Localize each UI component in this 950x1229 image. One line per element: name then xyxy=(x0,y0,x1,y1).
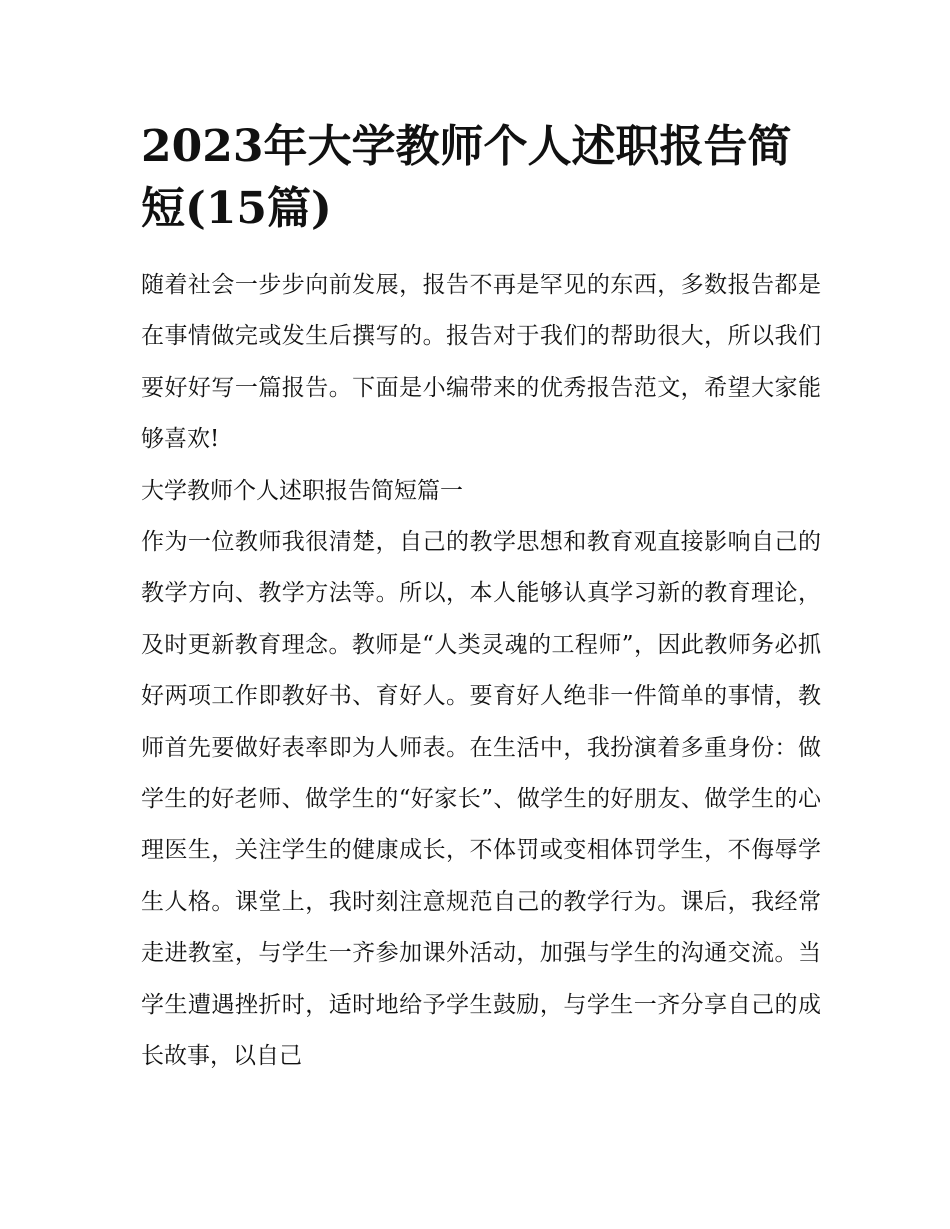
body-paragraph: 作为一位教师我很清楚，自己的教学思想和教育观直接影响自己的教学方向、教学方法等。所以，本人能够认真学习新的教育理论，及时更新教育理念。教师是“人类灵魂的工程师”，因此教师务必抓好两项工作即教好书、育好人。要育好人绝非一件简单的事情，教师首先要做好表率即为人师表。在生活中，我扮演着多重身份：做学生的好老师、做学生的“好家长”、做学生的好朋友、做学生的心理医生，关注学生的健康成长，不体罚或变相体罚学生，不侮辱学生人格。课堂上，我时刻注意规范自己的教学行为。课后，我经常走进教室，与学生一齐参加课外活动，加强与学生的沟通交流。当学生遭遇挫折时，适时地给予学生鼓励，与学生一齐分享自己的成长故事，以自己 xyxy=(141,529,821,1070)
document-title: 2023年大学教师个人述职报告简短(15篇) xyxy=(141,121,792,234)
intro-paragraph: 随着社会一步步向前发展，报告不再是罕见的东西，多数报告都是在事情做完或发生后撰写的。报告对于我们的帮助很大，所以我们要好好写一篇报告。下面是小编带来的优秀报告范文，希望大家能够喜欢! xyxy=(141,272,821,453)
document-content xyxy=(141,116,821,1083)
section-heading: 大学教师个人述职报告简短篇一 xyxy=(141,477,463,504)
